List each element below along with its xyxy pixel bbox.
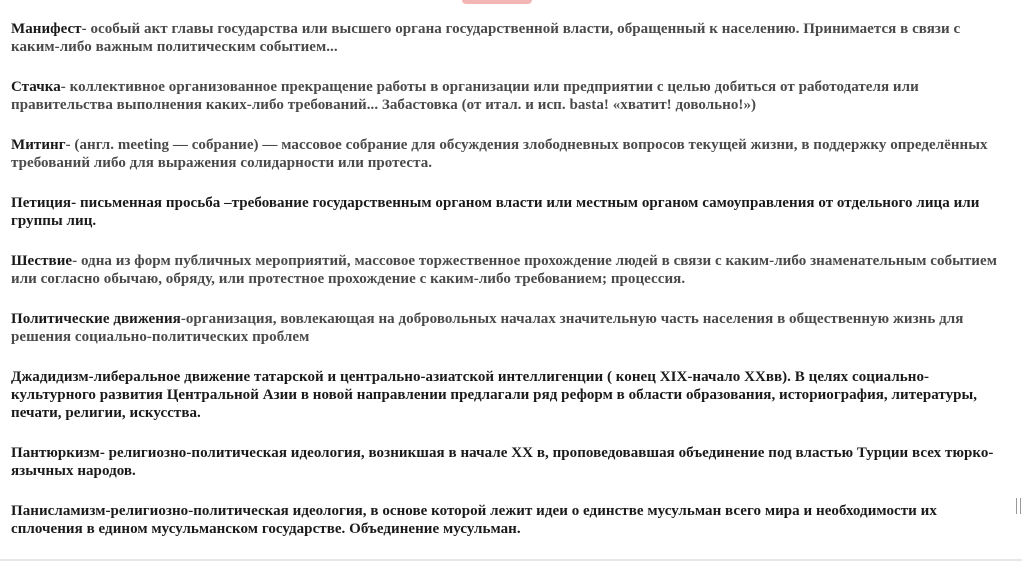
glossary-entry-petition [11,194,1011,230]
term: Политические движения [11,311,181,327]
term: Петиция [11,195,72,211]
top-accent-decoration [462,0,532,4]
term: Панисламизм [11,503,106,519]
definition: -организация, вовлекающая на добровольных началах значительную часть населения в общественную жизнь для решения социально-политических проблем [11,311,964,345]
definition: - одна из форм публичных мероприятий, массовое торжественное прохождение людей в связи с каким-либо знаменательным событием или согласно обычаю, обряду, или протестное прохождение с каким-либо требованием; процессия. [11,253,997,287]
term: Джадидизм [11,369,89,385]
glossary-entry-procession [11,252,1011,288]
glossary-list [11,20,1011,560]
glossary-entry-panturkism [11,444,1011,480]
term: Пантюркизм [11,445,100,461]
definition: - особый акт главы государства или высшего органа государственной власти, обращенный к населению. Принимается в связи с каким-либо важным политическим событием... [11,21,961,55]
definition: - религиозно-политическая идеология, возникшая в начале XX в, проповедовавшая объединение под властью Турции всех тюрко-язычных народов. [11,445,994,479]
term: Стачка [11,79,61,95]
resize-handle[interactable] [1016,498,1021,514]
glossary-entry-manifest [11,20,1011,56]
definition: - (англ. meeting — собрание) — массовое собрание для обсуждения злободневных вопросов текущей жизни, в поддержку определённых требований либо для выражения солидарности или протеста. [11,137,988,171]
definition: -либеральное движение татарской и центрально-азиатской интеллигенции ( конец XIX-начало XXвв). В целях социально-культурного развития Центральной Азии в новой направлении предлагали ряд реформ в области образования, историография, литературы, печати, религии, искусства. [11,369,978,421]
glossary-entry-jadidism [11,368,1011,422]
definition: -религиозно-политическая идеология, в основе которой лежит идеи о единстве мусульман всего мира и необходимости их сплочения в едином мусульманском государстве. Объединение мусульман. [11,503,937,537]
definition: - письменная просьба –требование государственным органом власти или местным органом самоуправления от отдельного лица или группы лиц. [11,195,980,229]
term: Митинг [11,137,66,153]
glossary-entry-political-movements [11,310,1011,346]
definition: - коллективное организованное прекращение работы в организации или предприятии с целью добиться от работодателя или правительства выполнения каких-либо требований... Забастовка (от итал. и исп. basta! «хватит! довольно!») [11,79,919,113]
term: Шествие [11,253,73,269]
term: Манифест [11,21,82,37]
glossary-entry-panislamism [11,502,1011,538]
glossary-entry-strike [11,78,1011,114]
glossary-entry-meeting [11,136,1011,172]
